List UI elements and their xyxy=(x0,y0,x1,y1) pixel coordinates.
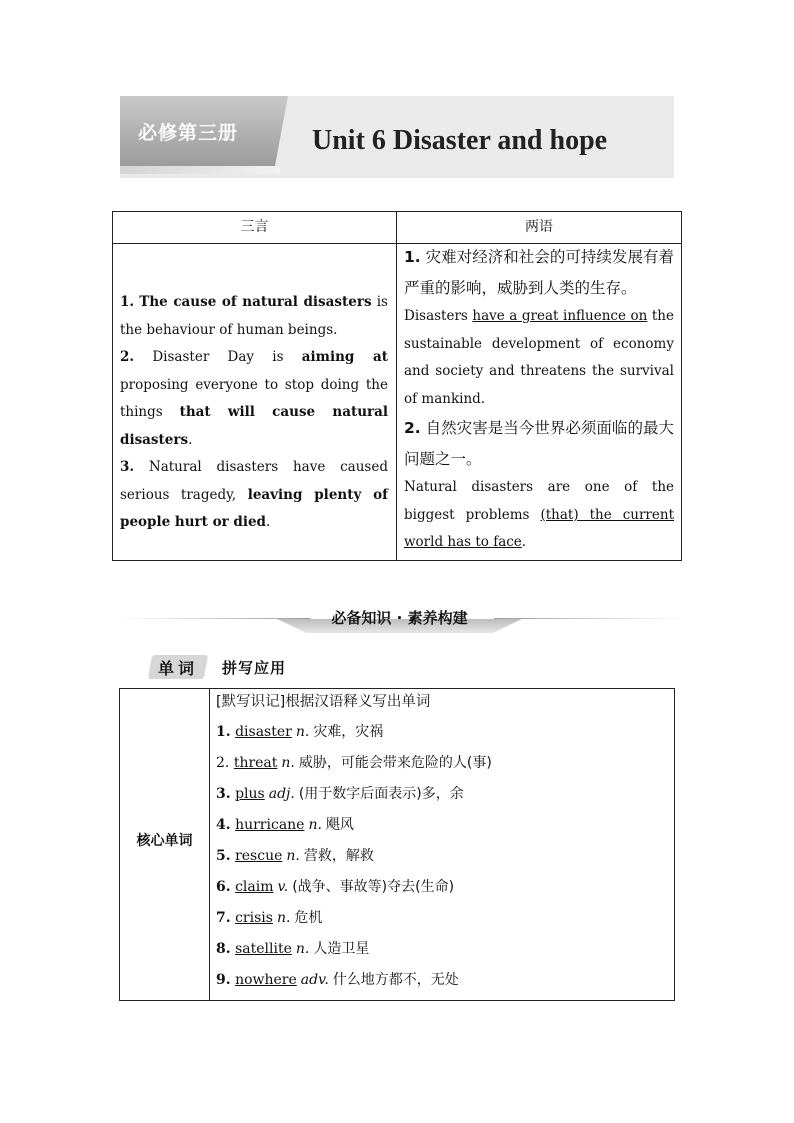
row-label: 核心单词 xyxy=(136,833,193,849)
sentence-text: . xyxy=(188,431,193,448)
vocab-word: threat xyxy=(233,755,278,771)
unit-title: Unit 6 Disaster and hope xyxy=(312,125,608,156)
word-meaning: 人造卫星 xyxy=(313,941,370,957)
item-number: 9. xyxy=(216,972,231,988)
tab-shadow xyxy=(120,166,280,174)
word-meaning: 危机 xyxy=(294,910,323,926)
item-number: 1. xyxy=(120,294,135,310)
item-number: 2. xyxy=(120,349,135,365)
part-of-speech: n. xyxy=(276,910,291,926)
key-phrase: The cause of natural disasters xyxy=(139,294,372,310)
part-of-speech: n. xyxy=(295,724,310,740)
sentence-text: is the behaviour of human beings. xyxy=(120,294,388,338)
vocab-word: hurricane xyxy=(235,817,305,833)
chinese-text: 灾难对经济和社会的可持续发展有着严重的影响，威胁到人类的生存。 xyxy=(404,248,674,297)
chinese-sentence xyxy=(404,413,674,474)
vocab-instruction: [默写识记]根据汉语释义写出单词 xyxy=(216,694,431,710)
vocab-item xyxy=(216,781,492,812)
part-of-speech: v. xyxy=(277,879,289,895)
key-phrase: aiming at xyxy=(301,349,388,365)
col-header-left: 三言 xyxy=(240,219,269,235)
part-of-speech: adv. xyxy=(300,972,329,988)
sentence-text: Natural disasters have caused serious tragedy, xyxy=(120,459,388,503)
word-meaning: 什么地方都不，无处 xyxy=(332,972,459,988)
key-phrase: that will cause natural disasters xyxy=(120,404,389,448)
item-number: 4. xyxy=(216,817,231,833)
vocab-word: disaster xyxy=(235,724,292,740)
blank-answer: have a great influence on xyxy=(472,308,648,324)
vocab-item xyxy=(216,843,492,874)
vocab-item xyxy=(216,967,492,998)
divider-line-right xyxy=(494,618,684,619)
translation-text: Natural disasters are one of the biggest problems xyxy=(404,479,674,523)
word-meaning: 灾难，灾祸 xyxy=(313,724,384,740)
english-translation xyxy=(404,474,674,557)
chinese-sentence xyxy=(404,242,674,303)
word-meaning: (战争、事故等)夺去(生命) xyxy=(292,879,455,895)
vocab-badge-text: 单词 xyxy=(157,659,198,678)
item-number: 6. xyxy=(216,879,231,895)
vocab-item xyxy=(216,936,492,967)
sentence-text: Disaster Day is xyxy=(134,349,302,365)
section-title: 必备知识 · 素养构建 xyxy=(331,609,468,627)
part-of-speech: n. xyxy=(295,941,310,957)
left-cell xyxy=(120,289,388,537)
item-number: 7. xyxy=(216,910,231,926)
word-meaning: (用于数字后面表示)多，余 xyxy=(298,786,464,802)
item-number: 3. xyxy=(216,786,231,802)
item-number: 2. xyxy=(216,755,230,771)
chinese-text: 自然灾害是当今世界必须面临的最大问题之一。 xyxy=(404,419,674,468)
vocab-word: rescue xyxy=(235,848,283,864)
vocab-item xyxy=(216,750,492,781)
right-cell xyxy=(404,242,674,557)
part-of-speech: n. xyxy=(286,848,300,864)
blank-answer: (that) the current world has to face xyxy=(404,506,674,550)
part-of-speech: adj. xyxy=(268,786,295,802)
part-of-speech: n. xyxy=(281,755,295,771)
vocab-table xyxy=(119,688,675,1001)
col-header-right: 两语 xyxy=(525,219,553,235)
item-number: 2. xyxy=(404,419,421,437)
english-translation xyxy=(404,303,674,413)
vocab-list xyxy=(216,719,492,998)
part-of-speech: n. xyxy=(308,817,322,833)
vocab-word: plus xyxy=(235,786,265,802)
key-phrase: leaving plenty of people hurt or died xyxy=(120,486,388,530)
translation-text: the sustainable development of economy and society and threatens the survival of mankind. xyxy=(404,308,674,407)
sentences-table xyxy=(112,211,682,561)
vocab-word: crisis xyxy=(235,910,273,926)
vocab-item xyxy=(216,719,492,750)
book-label: 必修第三册 xyxy=(138,122,239,144)
vocab-word: claim xyxy=(235,879,274,895)
item-number: 1. xyxy=(404,248,421,266)
vocab-subtitle: 拼写应用 xyxy=(222,659,287,677)
vocab-word: nowhere xyxy=(235,972,297,988)
word-meaning: 飓风 xyxy=(325,817,354,833)
sentence-text: proposing everyone to stop doing the things xyxy=(120,376,388,420)
vocab-item xyxy=(216,874,492,905)
sentence-text: . xyxy=(265,514,271,530)
item-number: 1. xyxy=(216,724,231,740)
table-divider xyxy=(396,212,397,560)
translation-text: . xyxy=(521,534,527,550)
translation-text: Disasters xyxy=(404,308,473,324)
item-number: 3. xyxy=(120,459,135,475)
word-meaning: 威胁，可能会带来危险的人(事) xyxy=(298,755,492,771)
table-divider xyxy=(209,689,210,1000)
vocab-word: satellite xyxy=(235,941,292,957)
vocab-item xyxy=(216,812,492,843)
item-number: 8. xyxy=(216,941,231,957)
item-number: 5. xyxy=(216,848,231,864)
vocab-item xyxy=(216,905,492,936)
word-meaning: 营救，解救 xyxy=(303,848,374,864)
